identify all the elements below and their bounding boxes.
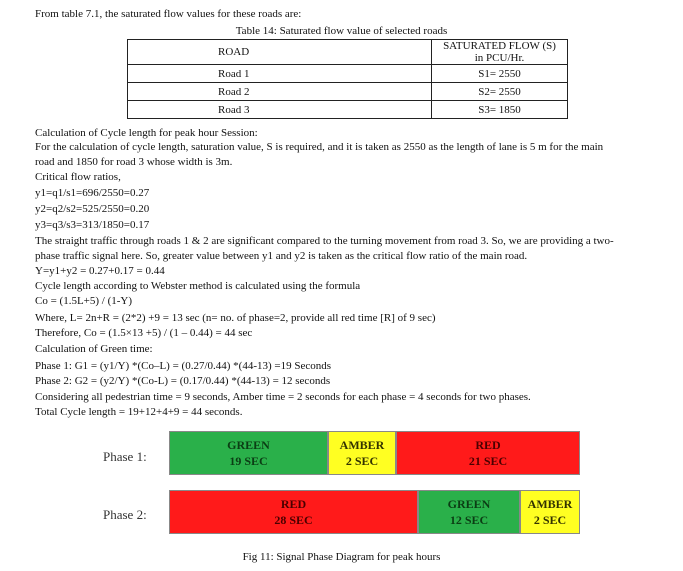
phase-2-red-segment bbox=[169, 490, 418, 534]
segment-time: 2 SEC bbox=[533, 513, 567, 527]
segment-name: RED bbox=[280, 497, 307, 511]
segment-name: AMBER bbox=[339, 438, 385, 452]
segment-name: RED bbox=[475, 438, 501, 452]
phase-1-amber-segment bbox=[328, 431, 396, 475]
table-row bbox=[128, 65, 568, 83]
segment-name: GREEN bbox=[447, 497, 491, 511]
table-row bbox=[128, 83, 568, 101]
formula-line: Co = (1.5L+5) / (1-Y) bbox=[35, 295, 133, 307]
paragraph-line: Critical flow ratios, bbox=[35, 171, 121, 183]
segment-name: AMBER bbox=[527, 497, 573, 511]
phase-1-label: Phase 1: bbox=[103, 449, 147, 464]
figure-caption: Fig 11: Signal Phase Diagram for peak hours bbox=[242, 551, 441, 563]
section-heading-green-time: Calculation of Green time: bbox=[35, 343, 153, 355]
phase-1-red-segment bbox=[396, 431, 580, 475]
paragraph-line: Total Cycle length = 19+12+4+9 = 44 seconds. bbox=[35, 406, 243, 418]
table-header-row bbox=[128, 40, 568, 65]
intro-text: From table 7.1, the saturated flow values for these roads are: bbox=[35, 8, 302, 20]
formula-line: Therefore, Co = (1.5×13 +5) / (1 – 0.44) = 44 sec bbox=[35, 327, 253, 339]
column-header-saturated-flow: SATURATED FLOW (S) in PCU/Hr. bbox=[432, 40, 568, 65]
formula-line: Phase 2: G2 = (y2/Y) *(Co-L) = (0.17/0.44) *(44-13) = 12 seconds bbox=[35, 375, 331, 387]
paragraph-line: phase traffic signal here. So, greater value between y1 and y2 is taken as the critical flow ratio of the main road. bbox=[35, 250, 528, 262]
segment-time: 2 SEC bbox=[345, 454, 379, 468]
paragraph-line: road and 1850 for road 3 whose width is 3m. bbox=[35, 156, 233, 168]
table-cell-flow: S1= 2550 bbox=[432, 65, 568, 83]
paragraph-line: Considering all pedestrian time = 9 seconds, Amber time = 2 seconds for each phase = 4 seconds for two phases. bbox=[35, 391, 531, 403]
paragraph-line: The straight traffic through roads 1 & 2 are significant compared to the turning movement from road 3. So, we are providing a two- bbox=[35, 235, 614, 247]
phase-1-green-segment bbox=[169, 431, 328, 475]
table-row bbox=[128, 101, 568, 119]
paragraph-line: For the calculation of cycle length, saturation value, S is required, and it is taken as 2550 as the length of lane is 5 m for the main bbox=[35, 141, 604, 153]
formula-line: y2=q2/s2=525/2550=0.20 bbox=[35, 203, 150, 215]
segment-time: 12 SEC bbox=[449, 513, 489, 527]
segment-name: GREEN bbox=[227, 438, 270, 452]
table-cell-road: Road 3 bbox=[128, 101, 432, 119]
formula-line: Where, L= 2n+R = (2*2) +9 = 13 sec (n= no. of phase=2, provide all red time [R] of 9 sec) bbox=[35, 312, 436, 324]
segment-time: 21 SEC bbox=[468, 454, 508, 468]
formula-line: y3=q3/s3=313/1850=0.17 bbox=[35, 219, 150, 231]
table-cell-flow: S3= 1850 bbox=[432, 101, 568, 119]
formula-line: Phase 1: G1 = (y1/Y) *(Co–L) = (0.27/0.44) *(44-13) =19 Seconds bbox=[35, 360, 332, 372]
formula-line: Y=y1+y2 = 0.27+0.17 = 0.44 bbox=[35, 265, 165, 277]
phase-2-amber-segment bbox=[520, 490, 580, 534]
table-cell-road: Road 1 bbox=[128, 65, 432, 83]
section-heading-cycle-length: Calculation of Cycle length for peak hour Session: bbox=[35, 127, 258, 139]
saturated-flow-table bbox=[127, 39, 568, 119]
phase-2-green-segment bbox=[418, 490, 520, 534]
paragraph-line: Cycle length according to Webster method is calculated using the formula bbox=[35, 280, 361, 292]
phase-2-label: Phase 2: bbox=[103, 507, 147, 522]
segment-time: 28 SEC bbox=[274, 513, 313, 527]
formula-line: y1=q1/s1=696/2550=0.27 bbox=[35, 187, 150, 199]
column-header-road: ROAD bbox=[128, 40, 432, 65]
table-cell-flow: S2= 2550 bbox=[432, 83, 568, 101]
segment-time: 19 SEC bbox=[229, 454, 268, 468]
table-cell-road: Road 2 bbox=[128, 83, 432, 101]
table-title: Table 14: Saturated flow value of selected roads bbox=[235, 25, 448, 37]
